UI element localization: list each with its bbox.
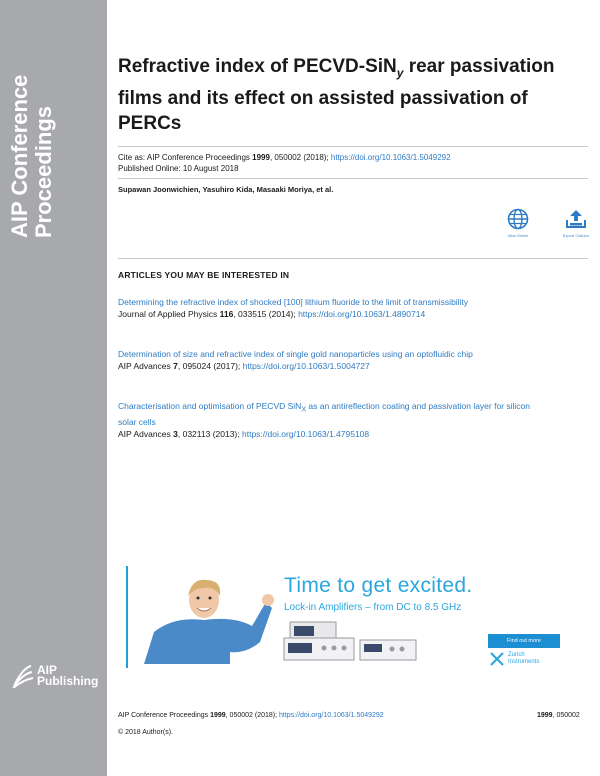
copyright: © 2018 Author(s). [118,729,173,736]
related-article-doi-link[interactable]: https://doi.org/10.1063/1.4795108 [242,428,370,439]
related-article-doi-link[interactable]: https://doi.org/10.1063/1.5004727 [242,361,370,371]
related-article-title-link[interactable]: Determination of size and refractive index of single gold nanoparticles using an optofluidic chip [118,349,473,359]
related-article-title-link[interactable]: Characterisation and optimisation of PECVD SiN$_X$ as an antireflection coating and passivation layer for silicon solar cells [118,401,531,427]
action-icons [500,208,594,238]
export-icon [565,208,587,230]
journal-title-vertical: AIP Conference Proceedings [7,74,56,238]
aip-logo-icon [12,664,34,688]
ad-accent-bar [126,566,128,668]
sidebar [0,0,107,776]
footer-citation: AIP Conference Proceedings 1999, 050002 (2018); https://doi.org/10.1063/1.5049292 [118,712,384,719]
lab-instrument-image [276,616,426,664]
citation-block: Cite as: AIP Conference Proceedings 1999, 050002 (2018); https://doi.org/10.1063/1.5049292 Published Online: 10 August 2018 [118,153,451,173]
ad-headline: Time to get excited. [284,574,473,597]
authors: Supawan Joonwichien, Yasuhiro Kida, Masaaki Moriya, et al. [118,185,334,194]
globe-icon [507,208,529,230]
aip-publishing-logo[interactable]: AIP Publishing [12,664,98,688]
article-doi-link[interactable]: https://doi.org/10.1063/1.5049292 [330,153,451,162]
export-citation-button[interactable]: Export Citation [558,208,594,238]
related-article: Determination of size and refractive index of single gold nanoparticles using an optofluidic chip AIP Advances 7, 095024 (2017); https://doi.org/10.1063/1.5004727 [118,348,548,372]
divider [118,258,588,259]
divider [118,178,588,179]
footer-page-ref: 1999, 050002 [537,712,580,719]
published-date: Published Online: 10 August 2018 [118,164,239,173]
related-article-doi-link[interactable]: https://doi.org/10.1063/1.4890714 [298,309,426,319]
related-article: Determining the refractive index of shocked [100] lithium fluoride to the limit of transmissibility Journal of Applied Physics 116, 033515 (2014); https://doi.org/10.1063/1.4890714 [118,296,548,320]
zurich-instruments-logo: Zurich Instruments [490,652,539,666]
article-title: Refractive index of PECVD-SiN$_y$ rear passivation films and its effect on assisted passivation of PERCs [118,56,555,134]
related-heading: ARTICLES YOU MAY BE INTERESTED IN [118,270,290,280]
footer-doi-link[interactable]: https://doi.org/10.1063/1.5049292 [279,712,384,719]
zi-cross-icon [490,652,504,666]
person-illustration [134,572,274,664]
related-article-title-link[interactable]: Determining the refractive index of shocked [100] lithium fluoride to the limit of transmissibility [118,297,469,307]
related-article: Characterisation and optimisation of PECVD SiN$_X$ as an antireflection coating and passivation layer for silicon solar cells AIP Advances 3, 032113 (2013); https://doi.org/10.1063/1.4795108 [118,400,548,440]
divider [118,146,588,147]
find-out-more-button[interactable]: Find out more [488,634,560,648]
ad-subline: Lock-in Amplifiers – from DC to 8.5 GHz [284,602,462,613]
advertisement-banner[interactable] [126,566,586,668]
view-online-button[interactable]: View Online [500,208,536,238]
